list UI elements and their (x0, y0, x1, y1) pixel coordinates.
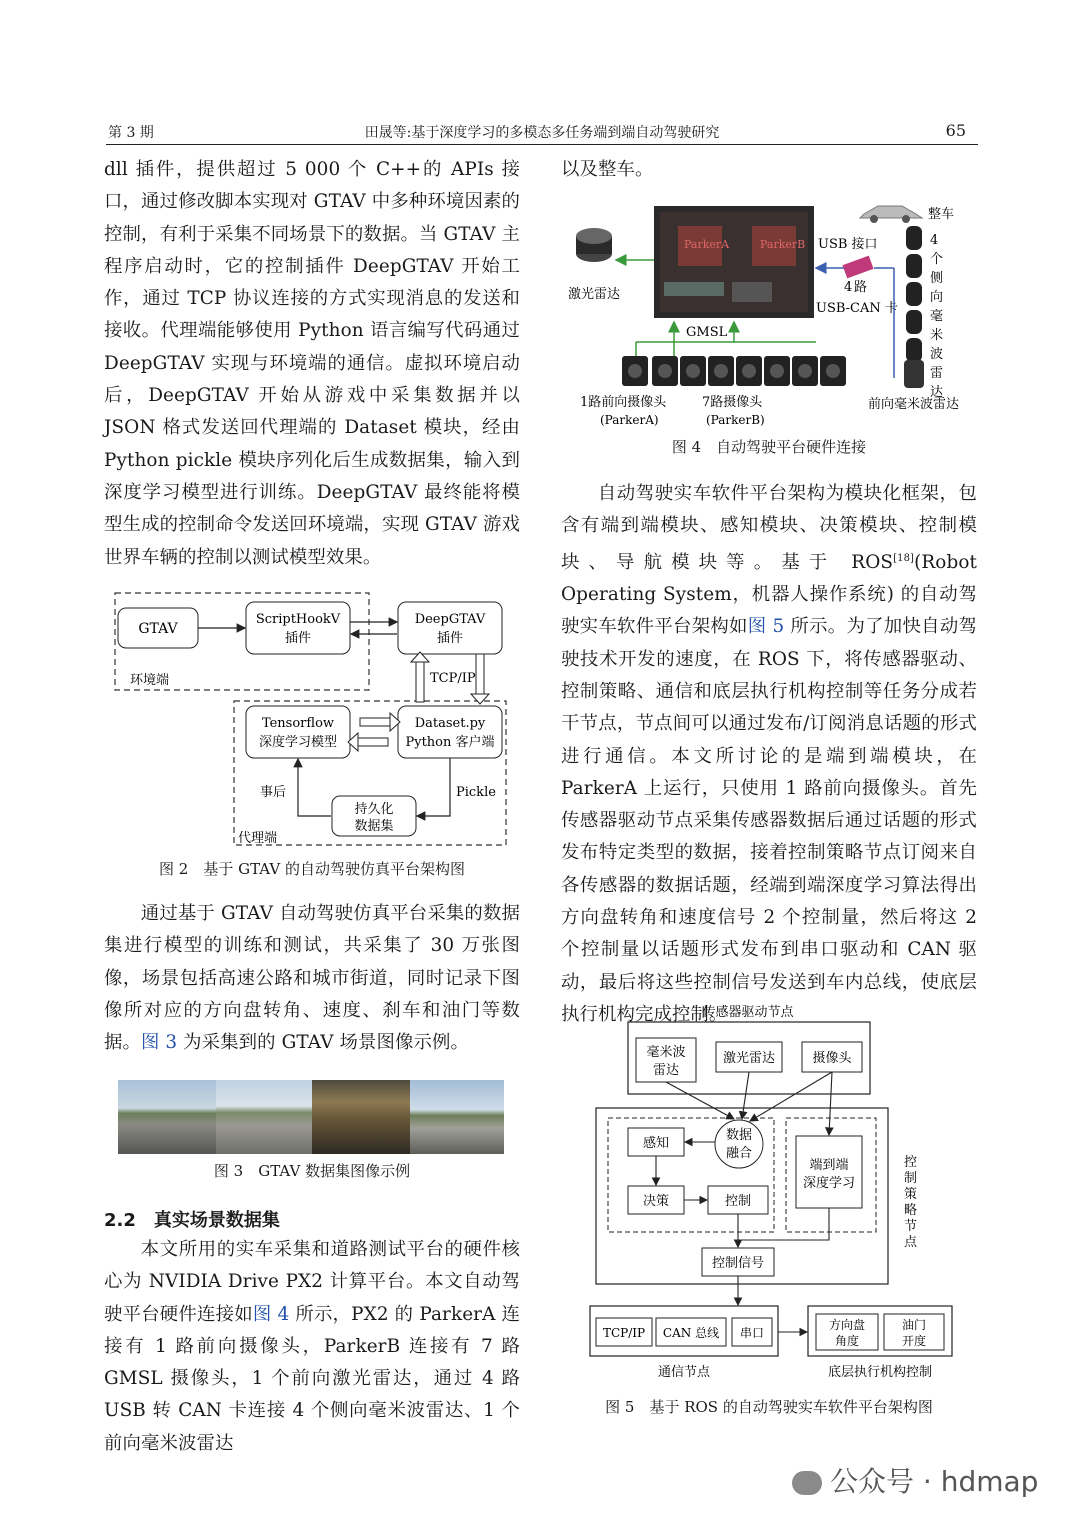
figure-5-caption: 图 5 基于 ROS 的自动驾驶实车软件平台架构图 (605, 1398, 933, 1416)
svg-text:控: 控 (904, 1155, 918, 1170)
channels-label: 路 (854, 280, 868, 295)
figure-4-hardware (564, 196, 980, 432)
svg-text:向: 向 (930, 290, 944, 305)
gmsl-label: GMSL (686, 325, 728, 340)
gtav-scene-sunset (312, 1080, 410, 1154)
svg-text:4: 4 (930, 233, 939, 248)
svg-text:串口: 串口 (739, 1326, 765, 1340)
gtav-scene-highway (118, 1080, 216, 1154)
figure-4-caption: 图 4 自动驾驶平台硬件连接 (671, 438, 867, 456)
tensorflow-box (246, 706, 350, 758)
scripthookv-plugin-label: 插件 (284, 631, 312, 646)
figure-5-link[interactable]: 图 5 (747, 616, 785, 638)
paragraph-gtav-plugin: dll 插件，提供超过 5 000 个 C++的 APIs 接口，通过修改脚本实现对 GTAV 中多种环境因素的控制，有利于采集不同场景下的数据。当 GTAV 主程序启动时，它的控制插件 DeepGTAV 开始工作，通过 TCP 协议连接的方式实现消息的发送和接收。代理端能够使用 Python 语言编写代码通过 DeepGTAV 实现与环境端的通信。虚拟环境启动后，DeepGTAV 开始从游戏中采集数据并以 JSON 格式发送回代理端的 Dataset 模块，经由 Python pickle 模块序列化后生成数据集，输入到深度学习模型进行训练。DeepGTAV 最终能将模型生成的控制命令发送回环境端，实现 GTAV 游戏世界车辆的控制以测试模型效果。 (104, 159, 520, 568)
persist-label: 持久化 (354, 802, 394, 817)
four-label: 4 (844, 280, 853, 295)
deepgtav-plugin-label: 插件 (436, 631, 464, 646)
svg-text:雷达: 雷达 (652, 1063, 680, 1078)
svg-text:感知: 感知 (642, 1136, 670, 1151)
figure-3-link[interactable]: 图 3 (140, 1032, 178, 1054)
front-radar-label: 前向毫米波雷达 (868, 397, 960, 412)
svg-text:融合: 融合 (725, 1146, 753, 1161)
camera-row (622, 356, 846, 386)
parker-b-label: (ParkerB) (706, 413, 765, 427)
svg-text:达: 达 (930, 385, 944, 400)
scripthookv-box (246, 602, 350, 654)
usb-label: USB 接口 (818, 237, 878, 252)
dataset-label: 数据集 (354, 819, 394, 834)
svg-text:TCP/IP: TCP/IP (602, 1326, 646, 1340)
svg-text:侧: 侧 (930, 271, 944, 286)
deepgtav-label: DeepGTAV (414, 612, 486, 627)
sensor-node-title: 传感器驱动节点 (702, 1005, 794, 1020)
dataset-py-box (398, 706, 502, 758)
tensorflow-label: Tensorflow (261, 716, 335, 731)
left-column-bottom (104, 1234, 520, 1460)
deepgtav-box (398, 602, 502, 654)
figure-2-architecture (112, 590, 512, 850)
svg-text:点: 点 (904, 1235, 918, 1250)
svg-text:米: 米 (930, 328, 944, 343)
issue-number: 第 3 期 (108, 125, 154, 141)
right-column-top (561, 154, 977, 186)
svg-text:摄像头: 摄像头 (812, 1051, 852, 1066)
tcp-ip-label: TCP/IP (430, 671, 476, 686)
running-header (106, 118, 978, 145)
actuator-label: 底层执行机构控制 (827, 1365, 933, 1380)
lidar-label: 激光雷达 (568, 287, 621, 302)
left-column-top (104, 154, 520, 574)
lidar-device (576, 228, 612, 244)
svg-text:方向盘: 方向盘 (828, 1318, 866, 1332)
svg-text:节: 节 (904, 1219, 918, 1234)
svg-text:CAN 总线: CAN 总线 (662, 1326, 720, 1340)
figure-3-images (118, 1080, 504, 1154)
front-camera-label: 1路前向摄像头 (580, 395, 667, 410)
section-heading-2-2: 2.2 真实场景数据集 (104, 1210, 280, 1231)
parker-a-chip: ParkerA (684, 238, 730, 251)
svg-text:略: 略 (904, 1203, 918, 1218)
svg-text:毫: 毫 (930, 309, 944, 324)
agent-label: 代理端 (238, 831, 278, 846)
vehicle-icon (860, 206, 922, 218)
wechat-icon (792, 1471, 822, 1495)
paragraph-whole-vehicle: 以及整车。 (561, 159, 654, 180)
svg-text:开度: 开度 (901, 1334, 927, 1348)
svg-text:角度: 角度 (834, 1334, 860, 1348)
svg-text:毫米波: 毫米波 (646, 1045, 686, 1060)
left-column-middle (104, 898, 520, 1059)
svg-text:波: 波 (930, 347, 944, 362)
right-column-body (561, 478, 977, 1031)
parker-a-label: (ParkerA) (600, 413, 659, 427)
figure-5-ros-architecture (584, 1000, 968, 1392)
paper-title: 田晟等:基于深度学习的多模态多任务端到端自动驾驶研究 (364, 125, 720, 141)
paragraph-hardware: 本文所用的实车采集和道路测试平台的硬件核心为 NVIDIA Drive PX2 计算平台。本文自动驾驶平台硬件连接如图 4 所示，PX2 的 ParkerA 连接有 1 路前向摄像头，ParkerB 连接有 7 路 GMSL 摄像头，1 个前向激光雷达，通过 4 路 USB 转 CAN 卡连接 4 个侧向毫米波雷达、1 个前向毫米波雷达 (104, 1239, 520, 1454)
vehicle-label: 整车 (928, 207, 955, 222)
gtav-scene-road (410, 1080, 504, 1154)
figure-2-caption: 图 2 基于 GTAV 的自动驾驶仿真平台架构图 (159, 860, 465, 878)
usb-can-card (842, 256, 873, 279)
page-number: 65 (945, 121, 966, 140)
dataset-py-label: Dataset.py (414, 716, 486, 731)
svg-text:数据: 数据 (725, 1128, 753, 1143)
svg-text:激光雷达: 激光雷达 (722, 1051, 776, 1066)
svg-text:雷: 雷 (930, 366, 944, 381)
usb-can-label: USB-CAN 卡 (816, 301, 898, 316)
svg-text:策: 策 (904, 1187, 918, 1202)
env-label: 环境端 (130, 673, 170, 688)
svg-text:深度学习: 深度学习 (802, 1176, 856, 1191)
pickle-label: Pickle (456, 785, 496, 800)
svg-text:端到端: 端到端 (809, 1158, 849, 1173)
gtav-scene-street (216, 1080, 312, 1154)
figure-3-caption: 图 3 GTAV 数据集图像示例 (213, 1162, 411, 1180)
after-label: 事后 (260, 785, 287, 800)
figure-4-link[interactable]: 图 4 (252, 1303, 290, 1325)
control-strategy-node-label (904, 1154, 918, 1250)
watermark (792, 1460, 1038, 1500)
svg-text:决策: 决策 (642, 1194, 670, 1209)
side-radars (904, 226, 924, 388)
svg-text:控制信号: 控制信号 (711, 1256, 765, 1271)
scripthookv-label: ScriptHookV (255, 612, 341, 627)
gtav-label: GTAV (138, 621, 178, 637)
svg-text:控制: 控制 (724, 1194, 752, 1209)
seven-cameras-label: 7路摄像头 (702, 395, 763, 410)
watermark-text: 公众号 · hdmap (830, 1465, 1039, 1498)
comm-node-label: 通信节点 (657, 1365, 711, 1380)
side-radar-label (930, 233, 943, 400)
parker-b-chip: ParkerB (760, 238, 806, 251)
svg-text:制: 制 (904, 1171, 918, 1186)
svg-text:个: 个 (930, 252, 944, 267)
paragraph-software-architecture: 自动驾驶实车软件平台架构为模块化框架，包含有端到端模块、感知模块、决策模块、控制模块、导航模块等。基于 ROS[18](Robot Operating System，机器人操作系统) 的自动驾驶实车软件平台架构如图 5 所示。为了加快自动驾驶技术开发的速度，在 ROS 下，将传感器驱动、控制策略、通信和底层执行机构控制等任务分成若干节点，节点间可以通过发布/订阅消息话题的形式进行通信。本文所讨论的是端到端模块，在 ParkerA 上运行，只使用 1 路前向摄像头。首先传感器驱动节点采集传感器数据后通过话题的形式发布特定类型的数据，接着控制策略节点订阅来自各传感器的数据话题，经端到端深度学习算法得出方向盘转角和速度信号 2 个控制量，然后将这 2 个控制量以话题形式发布到串口驱动和 CAN 驱动，最后将这些控制信号发送到车内总线，使底层执行机构完成控制。 (561, 483, 977, 1025)
dl-model-label: 深度学习模型 (258, 735, 338, 750)
python-client-label: Python 客户端 (405, 735, 495, 750)
paragraph-dataset: 通过基于 GTAV 自动驾驶仿真平台采集的数据集进行模型的训练和测试，共采集了 30 万张图像，场景包括高速公路和城市街道，同时记录下图像所对应的方向盘转角、速度、刹车和油门等数据。图 3 为采集到的 GTAV 场景图像示例。 (104, 903, 520, 1054)
svg-text:油门: 油门 (901, 1318, 927, 1332)
